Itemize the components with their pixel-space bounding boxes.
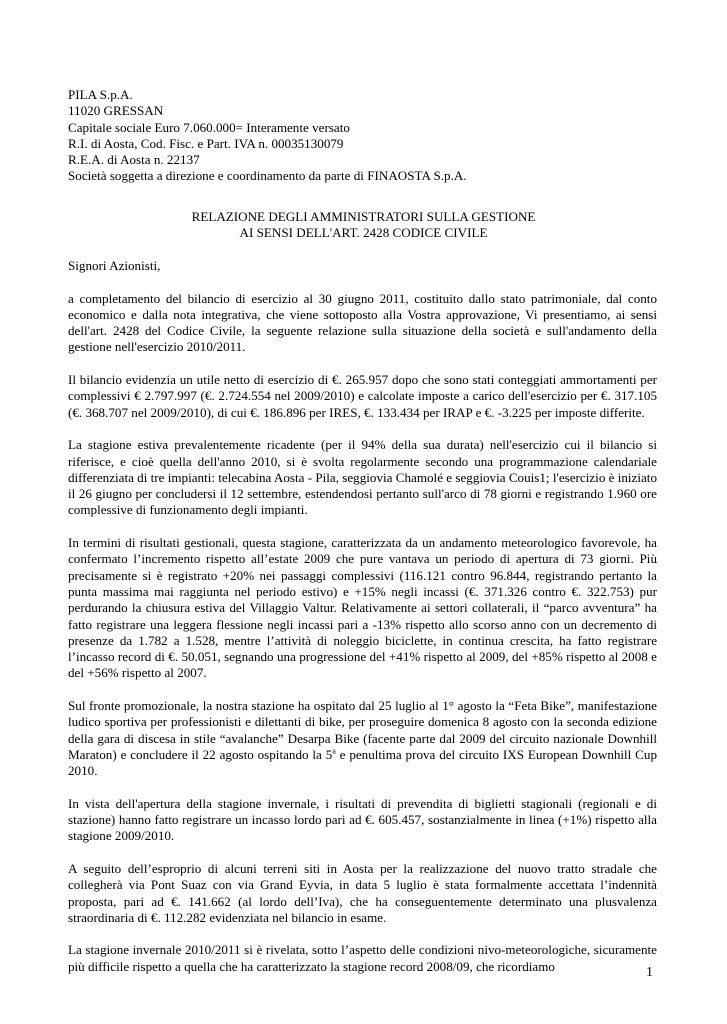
group-direction: Società soggetta a direzione e coordinamento da parte di FINAOSTA S.p.A. <box>68 168 467 184</box>
promotion-text-end: e penultima prova del circuito IXS European Downhill Cup 2010. <box>68 746 658 779</box>
company-address: 11020 GRESSAN <box>68 103 164 119</box>
report-title <box>0 209 727 242</box>
paragraph-winter-season: La stagione invernale 2010/2011 si è rivelata, sotto l’aspetto delle condizioni nivo-meteorologiche, sicuramente più difficile rispetto a quella che ha caratterizzato la stagione record 2008/09, che ricordiamo <box>68 942 657 974</box>
paragraph-expropriation: A seguito dell’esproprio di alcuni terreni siti in Aosta per la realizzazione del nuovo tratto stradale che collegherà via Pont Suaz con via Grand Eyvia, in data 5 luglio è stata formalmente accettata l’indennità proposta, pari ad €. 141.662 (al lordo dell’Iva), che ha conseguentemente determinato una plusvalenza straordinaria di €. 112.282 evidenziata nel bilancio in esame. <box>68 860 657 925</box>
promotion-text: Sul fronte promozionale, la nostra stazione ha ospitato dal 25 luglio al 1° agosto la “Feta Bike”, manifestazione ludico sportiva per professionisti e dilettanti di bike, per proseguire domenica 8 agosto con la seconda edizione della gara di discesa in stile “avalanche” Desarpa Bike (facente parte dal 2009 del circuito nazionale Downhill Maraton) e concludere il 22 agosto ospitando la 5 <box>68 698 657 762</box>
company-header <box>68 87 467 185</box>
company-name: PILA S.p.A. <box>68 87 133 102</box>
title-line-2: AI SENSI DELL'ART. 2428 CODICE CIVILE <box>239 225 488 241</box>
paragraph-promotion <box>68 698 657 779</box>
ordinal-superscript: a <box>332 746 336 756</box>
paragraph-net-profit: Il bilancio evidenzia un utile netto di esercizio di €. 265.957 dopo che sono stati conteggiati ammortamenti per complessivi € 2.797.997 (€. 2.724.554 nel 2009/2010) e calcolate imposte a carico dell'esercizio per €. 317.105 (€. 368.707 nel 2009/2010), di cui €. 186.896 per IRES, €. 133.434 per IRAP e €. -3.225 per imposte differite. <box>68 372 657 420</box>
paragraph-management-results: In termini di risultati gestionali, questa stagione, caratterizzata da un andamento meteorologico favorevole, ha confermato l’incremento rispetto all’estate 2009 che pure vantava un periodo di apertura di 73 giorni. Più precisamente si è registrato +20% nei passaggi complessivi (116.121 contro 96.844, registrando pertanto la punta massima mai raggiunta nel periodo estivo) e +15% negli incassi (€. 371.326 contro €. 322.753) pur perdurando la chiusura estiva del Villaggio Valtur. Relativamente ai settori collaterali, il “parco avventura” ha fatto registrare una leggera flessione negli incassi pari a -13% rispetto allo scorso anno con un decremento di presenze da 1.782 a 1.528, mentre l’attività di noleggio biciclette, in continua crescita, ha fatto registrare l’incasso record di €. 50.051, segnando una progressione del +41% rispetto al 2009, del +85% rispetto al 2008 e del +56% rispetto al 2007. <box>68 535 657 681</box>
share-capital: Capitale sociale Euro 7.060.000= Interamente versato <box>68 119 350 135</box>
paragraph-summer-season: La stagione estiva prevalentemente ricadente (per il 94% della sua durata) nell'esercizio cui il bilancio si riferisce, e cioè quella dell'anno 2010, si è svolta regolarmente secondo una programmazione calendariale differenziata di tre impianti: telecabina Aosta - Pila, seggiovia Chamolé e seggiovia Couis1; l'esercizio è iniziato il 26 giugno per concludersi il 12 settembre, estendendosi pertanto sull'arco di 78 giorni e registrando 1.960 ore complessive di funzionamento degli impianti. <box>68 437 657 518</box>
report-body <box>68 258 657 991</box>
page-number: 1 <box>646 965 653 980</box>
paragraph-presales: In vista dell'apertura della stagione invernale, i risultati di prevendita di biglietti stagionali (regionali e di stazione) hanno fatto registrare un incasso lordo pari ad €. 605.457, sostanzialmente in linea (+1%) rispetto alla stagione 2009/2010. <box>68 795 657 844</box>
rea-number: R.E.A. di Aosta n. 22137 <box>68 152 200 168</box>
registry-tax-code: R.I. di Aosta, Cod. Fisc. e Part. IVA n. 00035130079 <box>68 135 344 151</box>
title-line-1: RELAZIONE DEGLI AMMINISTRATORI SULLA GESTIONE <box>191 209 536 224</box>
paragraph-introduction: a completamento del bilancio di esercizio al 30 giugno 2011, costituito dallo stato patrimoniale, dal conto economico e dalla nota integrativa, che viene sottoposto alla Vostra approvazione, Vi presentiamo, ai sensi dell'art. 2428 del Codice Civile, la seguente relazione sulla situazione della società e sull'andamento della gestione nell'esercizio 2010/2011. <box>68 290 657 355</box>
salutation: Signori Azionisti, <box>68 258 161 273</box>
